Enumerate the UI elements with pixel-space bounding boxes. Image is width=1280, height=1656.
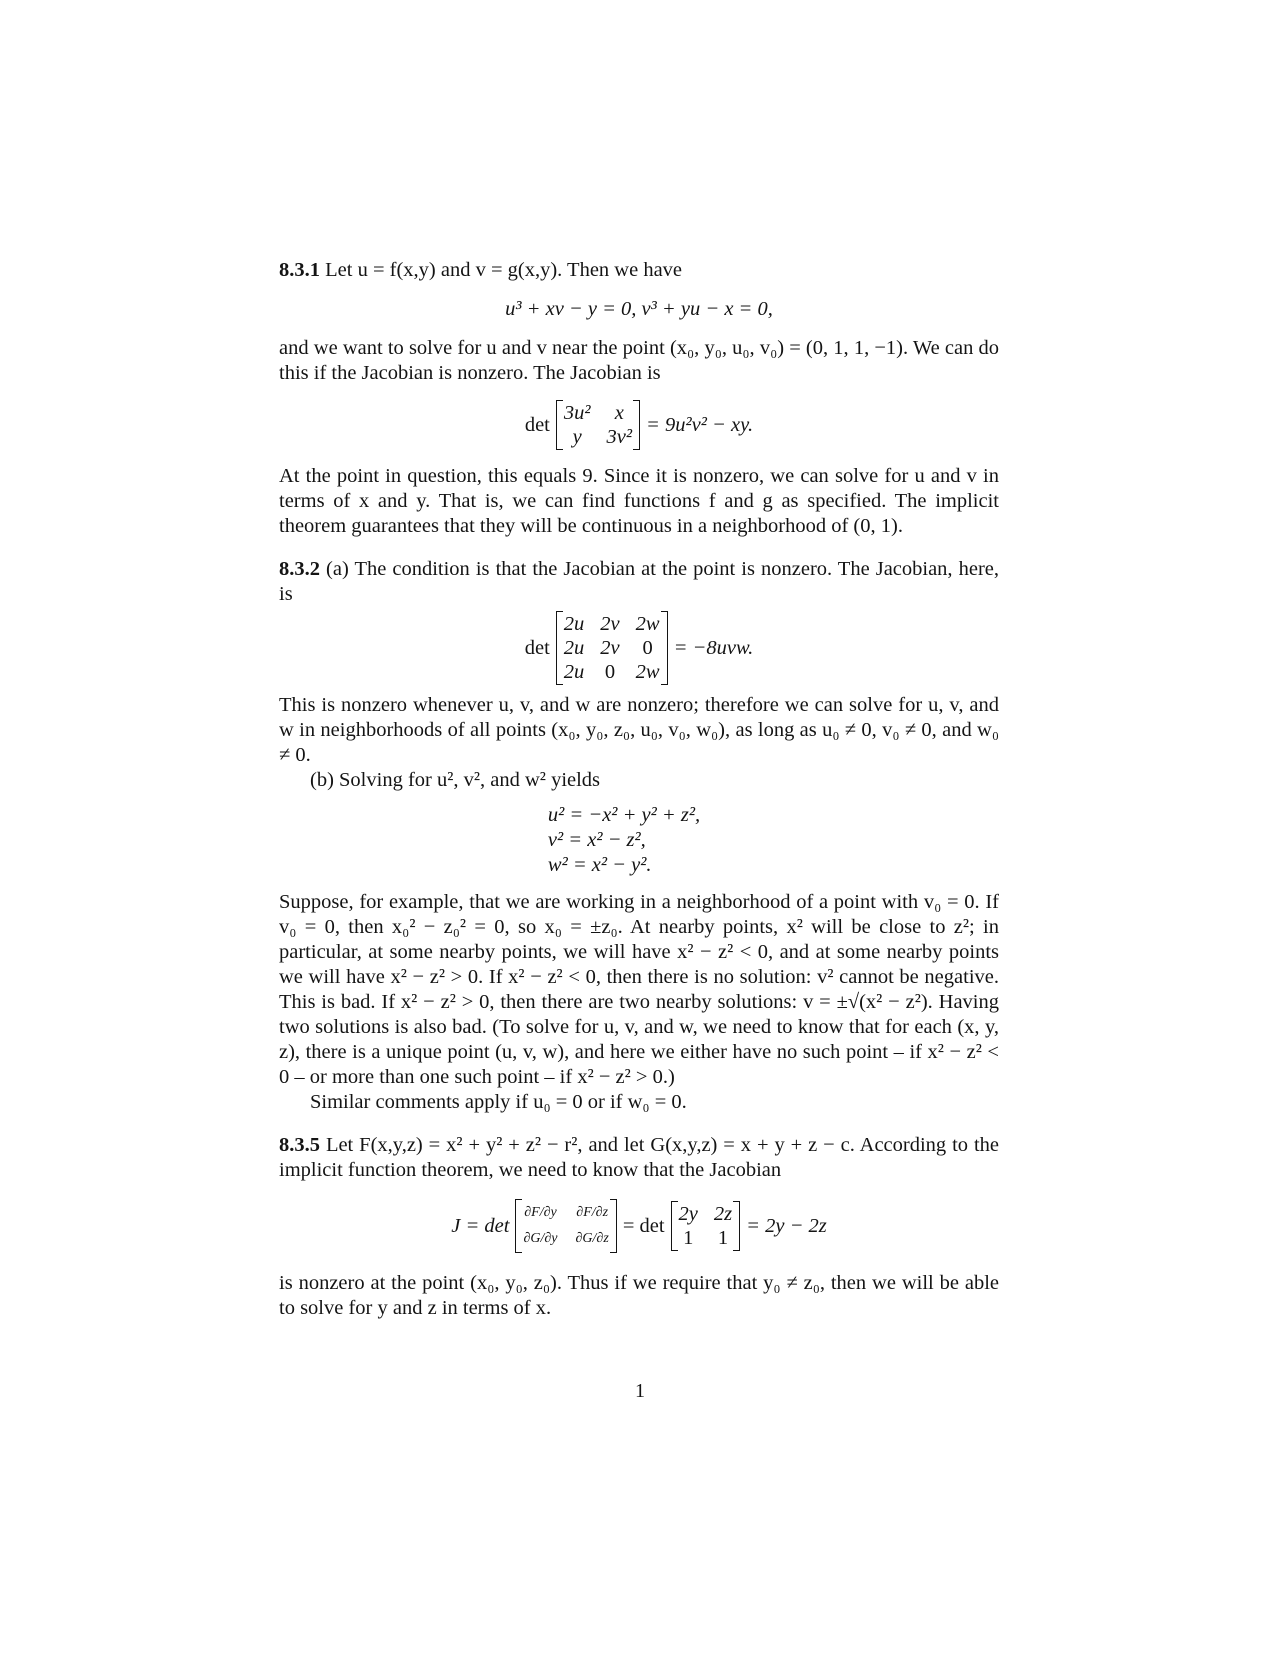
s835-partial-cell: ∂G/∂z: [575, 1231, 609, 1246]
s835-matrix-cell: 2y: [678, 1203, 698, 1225]
s831-det-label: det: [524, 413, 550, 436]
s831-system-equation: u³ + xv − y = 0, v³ + yu − x = 0,: [505, 298, 773, 320]
s835-partials-matrix: [515, 1199, 616, 1253]
s832-matrix-cell: 2u: [563, 661, 585, 683]
page-body: [279, 258, 999, 1321]
s832-matrix-cell: 0: [604, 661, 616, 683]
s835-matrix-cell: 1: [717, 1227, 729, 1249]
section-8-3-1: [279, 258, 999, 539]
s835-lhs: J = det: [451, 1214, 510, 1237]
s831-det-result: = 9u²v² − xy.: [646, 413, 754, 436]
s835-matrix-cell: 1: [683, 1227, 694, 1249]
s832-intro-text: (a) The condition is that the Jacobian at the point is nonzero. The Jacobian, here, is: [279, 558, 1000, 605]
s832-matrix-cell: 2u: [563, 613, 585, 635]
s831-matrix-cell: 3u²: [563, 402, 591, 424]
s832-det-label: det: [524, 636, 550, 659]
s832-matrix: [556, 611, 668, 685]
s832-matrix-cell: 2w: [635, 661, 660, 683]
s832-solution-equations: [279, 803, 999, 878]
s835-partial-cell: ∂F/∂z: [576, 1205, 609, 1220]
s832-matrix-cell: 0: [642, 637, 653, 659]
s831-label: 8.3.1: [279, 259, 320, 281]
s835-intro-text: Let F(x,y,z) = x² + y² + z² − r², and let G(x,y,z) = x + y + z − c. According to the implicit function theorem, we need to know that the Jacobian: [279, 1134, 999, 1181]
s832-intro: [279, 557, 999, 607]
s831-intro-text: Let u = f(x,y) and v = g(x,y). Then we have: [325, 259, 683, 281]
s835-mid: = det: [622, 1214, 665, 1237]
s832-label: 8.3.2: [279, 558, 320, 580]
s831-matrix: [556, 400, 640, 450]
s832-paragraph-3: Suppose, for example, that we are working in a neighborhood of a point with v₀ = 0. If v₀ = 0, then x₀² − z₀² = 0, so x₀ = ±z₀. At nearby points, x² will be close to z²; in particular, at some nearby points, we will have x² − z² < 0, and at some nearby points we will have x² − z² > 0. If x² − z² < 0, then there is no solution: v² cannot be negative. This is bad. If x² − z² > 0, then there are two nearby solutions: v = ±√(x² − z²). Having two solutions is also bad. (To solve for u, v, and w, we need to know that for each (x, y, z), there is a unique point (u, v, w), and here we either have no such point – if x² − z² < 0 – or more than one such point – if x² − z² > 0.): [279, 891, 999, 1088]
s831-intro: [279, 258, 999, 283]
s835-det-result: = 2y − 2z: [746, 1214, 827, 1237]
s835-paragraph-1: is nonzero at the point (x₀, y₀, z₀). Thus if we require that y₀ ≠ z₀, then we will be able to solve for y and z in terms of x.: [279, 1272, 999, 1319]
s831-paragraph-1: and we want to solve for u and v near the point (x₀, y₀, u₀, v₀) = (0, 1, 1, −1). We can do this if the Jacobian is nonzero. The Jacobian is: [279, 337, 999, 384]
s835-matrix-cell: 2z: [713, 1203, 733, 1225]
s832-matrix-cell: 2u: [563, 637, 585, 659]
section-8-3-2: [279, 557, 999, 1115]
page-number: 1: [635, 1380, 645, 1402]
s832-paragraph-2: (b) Solving for u², v², and w² yields: [310, 769, 601, 791]
s832-det-result: = −8uvw.: [673, 636, 754, 659]
s831-matrix-cell: y: [572, 426, 582, 448]
s832-paragraph-1: This is nonzero whenever u, v, and w are nonzero; therefore we can solve for u, v, and w in neighborhoods of all points (x₀, y₀, z₀, u₀, v₀, w₀), as long as u₀ ≠ 0, v₀ ≠ 0, and w₀ ≠ 0.: [279, 694, 999, 766]
section-8-3-5: [279, 1133, 999, 1321]
s835-partial-cell: ∂F/∂y: [524, 1205, 557, 1220]
s831-paragraph-2: At the point in question, this equals 9. Since it is nonzero, we can solve for u and v in terms of x and y. That is, we can find functions f and g as specified. The implicit theorem guarantees that they will be continuous in a neighborhood of (0, 1).: [279, 465, 999, 537]
s832-eq-u: u² = −x² + y² + z²,: [547, 804, 701, 826]
s832-jacobian-display: [279, 611, 999, 685]
s832-matrix-cell: 2w: [635, 613, 660, 635]
s832-matrix-cell: 2v: [600, 613, 620, 635]
s835-matrix: [671, 1201, 741, 1251]
s835-jacobian-display: [279, 1199, 999, 1253]
s832-matrix-cell: 2v: [600, 637, 620, 659]
s832-paragraph-4: Similar comments apply if u₀ = 0 or if w₀ = 0.: [310, 1091, 687, 1113]
s835-label: 8.3.5: [279, 1134, 320, 1156]
s832-eq-v: v² = x² − z²,: [547, 829, 646, 851]
s835-partial-cell: ∂G/∂y: [523, 1231, 558, 1246]
s831-jacobian-display: [279, 400, 999, 450]
s831-matrix-cell: x: [614, 402, 624, 424]
s831-matrix-cell: 3v²: [606, 426, 633, 448]
s835-intro: [279, 1133, 999, 1183]
s832-eq-w: w² = x² − y².: [547, 854, 652, 876]
